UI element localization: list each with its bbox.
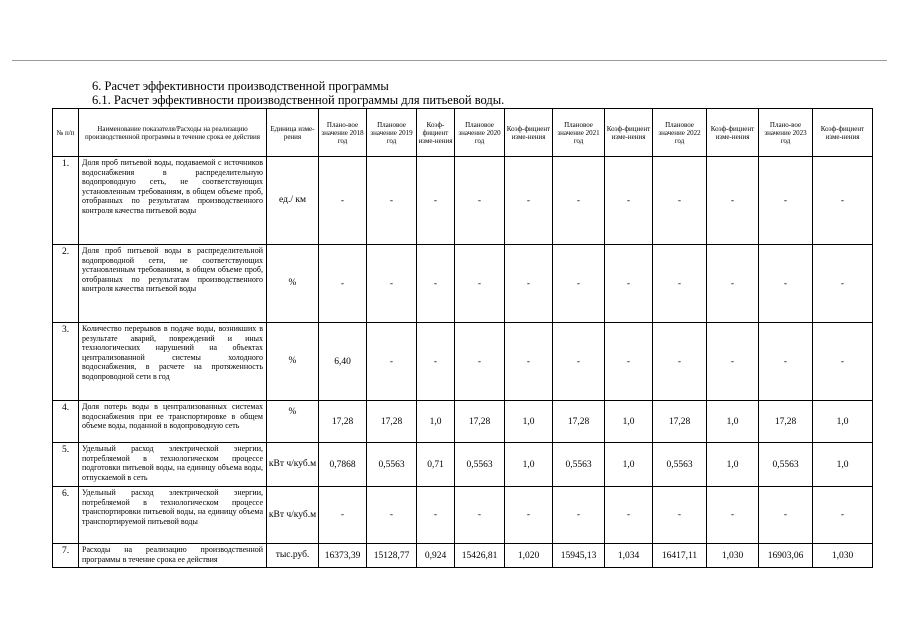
cell-value: 17,28 bbox=[455, 401, 505, 443]
cell-value: 1,030 bbox=[813, 544, 873, 568]
cell-value: - bbox=[653, 487, 707, 544]
cell-value: 17,28 bbox=[759, 401, 813, 443]
cell-value: - bbox=[319, 245, 367, 323]
cell-value: - bbox=[759, 487, 813, 544]
cell-value: - bbox=[505, 245, 553, 323]
col-coef-header: Коэф-фициент изме-нения bbox=[417, 109, 455, 157]
section-heading: 6. Расчет эффективности производственной программы bbox=[92, 79, 389, 93]
cell-value: 15426,81 bbox=[455, 544, 505, 568]
cell-value: 0,5563 bbox=[553, 443, 605, 487]
col-2021-header: Плановое значение 2021 год bbox=[553, 109, 605, 157]
row-name: Доля проб питьевой воды, подаваемой с источников водоснабжения в распределительную водопроводную сеть, не соответствующих установленным требованиям, в общем объеме проб, отобранных по результатам производственного контроля качества питьевой воды bbox=[79, 157, 267, 245]
cell-value: - bbox=[319, 487, 367, 544]
cell-value: - bbox=[367, 157, 417, 245]
cell-value: 6,40 bbox=[319, 323, 367, 401]
cell-value: - bbox=[367, 245, 417, 323]
cell-value: - bbox=[653, 323, 707, 401]
cell-value: 17,28 bbox=[367, 401, 417, 443]
cell-value: 17,28 bbox=[319, 401, 367, 443]
cell-value: - bbox=[505, 487, 553, 544]
table-row bbox=[53, 157, 873, 245]
row-number: 6. bbox=[53, 487, 79, 544]
top-rule bbox=[12, 60, 887, 61]
row-unit: % bbox=[267, 401, 319, 443]
cell-value: 1,0 bbox=[605, 401, 653, 443]
cell-value: 15945,13 bbox=[553, 544, 605, 568]
cell-value: 0,5563 bbox=[455, 443, 505, 487]
cell-value: - bbox=[553, 157, 605, 245]
col-name-header: Наименование показателя/Расходы на реализацию производственной программы в течение срока ее действия bbox=[79, 109, 267, 157]
cell-value: - bbox=[553, 323, 605, 401]
cell-value: - bbox=[605, 157, 653, 245]
col-coef-header: Коэф-фициент изме-нения bbox=[505, 109, 553, 157]
cell-value: - bbox=[417, 323, 455, 401]
cell-value: 1,020 bbox=[505, 544, 553, 568]
cell-value: - bbox=[455, 487, 505, 544]
efficiency-table bbox=[52, 108, 873, 568]
col-num-header: № п/п bbox=[53, 109, 79, 157]
cell-value: 1,030 bbox=[707, 544, 759, 568]
col-coef-header: Коэф-фициент изме-нения bbox=[605, 109, 653, 157]
cell-value: - bbox=[455, 323, 505, 401]
cell-value: 1,0 bbox=[707, 401, 759, 443]
row-number: 4. bbox=[53, 401, 79, 443]
row-unit: кВт ч/куб.м bbox=[267, 443, 319, 487]
cell-value: - bbox=[707, 157, 759, 245]
cell-value: 1,0 bbox=[813, 401, 873, 443]
cell-value: 16373,39 bbox=[319, 544, 367, 568]
header-row bbox=[53, 109, 873, 157]
row-unit: ед./ км bbox=[267, 157, 319, 245]
cell-value: 17,28 bbox=[553, 401, 605, 443]
row-number: 3. bbox=[53, 323, 79, 401]
table-row bbox=[53, 487, 873, 544]
cell-value: - bbox=[813, 323, 873, 401]
row-name: Доля проб питьевой воды в распределительной водопроводной сети, не соответствующих установленным требованиям, в общем объеме проб, отобранных по результатам производственного контроля качества питьевой воды bbox=[79, 245, 267, 323]
cell-value: 16417,11 bbox=[653, 544, 707, 568]
cell-value: - bbox=[417, 245, 455, 323]
cell-value: 17,28 bbox=[653, 401, 707, 443]
cell-value: - bbox=[553, 245, 605, 323]
cell-value: - bbox=[417, 157, 455, 245]
row-name: Удельный расход электрической энергии, потребляемой в технологическом процессе транспортировки питьевой воды, на единицу объема транспортируемой питьевой воды bbox=[79, 487, 267, 544]
cell-value: - bbox=[505, 323, 553, 401]
cell-value: 15128,77 bbox=[367, 544, 417, 568]
row-number: 7. bbox=[53, 544, 79, 568]
col-2023-header: Плано-вое значение 2023 год bbox=[759, 109, 813, 157]
cell-value: 1,0 bbox=[505, 401, 553, 443]
col-coef-header: Коэф-фициент изме-нения bbox=[707, 109, 759, 157]
cell-value: - bbox=[505, 157, 553, 245]
col-coef-header: Коэф-фициент изме-нения bbox=[813, 109, 873, 157]
table-row bbox=[53, 401, 873, 443]
cell-value: 0,924 bbox=[417, 544, 455, 568]
cell-value: 1,034 bbox=[605, 544, 653, 568]
row-unit: тыс.руб. bbox=[267, 544, 319, 568]
row-unit: кВт ч/куб.м bbox=[267, 487, 319, 544]
cell-value: - bbox=[813, 487, 873, 544]
row-number: 5. bbox=[53, 443, 79, 487]
cell-value: 1,0 bbox=[813, 443, 873, 487]
cell-value: 1,0 bbox=[505, 443, 553, 487]
cell-value: - bbox=[759, 157, 813, 245]
cell-value: - bbox=[553, 487, 605, 544]
row-name: Доля потерь воды в централизованных системах водоснабжения при ее транспортировке в общем объеме воды, поданной в водопроводную сеть bbox=[79, 401, 267, 443]
cell-value: - bbox=[653, 245, 707, 323]
cell-value: - bbox=[707, 323, 759, 401]
cell-value: 1,0 bbox=[605, 443, 653, 487]
cell-value: - bbox=[367, 323, 417, 401]
cell-value: 16903,06 bbox=[759, 544, 813, 568]
table-row bbox=[53, 323, 873, 401]
cell-value: - bbox=[367, 487, 417, 544]
cell-value: - bbox=[319, 157, 367, 245]
subsection-heading: 6.1. Расчет эффективности производственной программы для питьевой воды. bbox=[92, 93, 505, 107]
cell-value: - bbox=[605, 487, 653, 544]
cell-value: - bbox=[653, 157, 707, 245]
cell-value: - bbox=[813, 157, 873, 245]
cell-value: - bbox=[707, 487, 759, 544]
cell-value: 0,5563 bbox=[653, 443, 707, 487]
table-row bbox=[53, 544, 873, 568]
col-2019-header: Плановое значение 2019 год bbox=[367, 109, 417, 157]
cell-value: - bbox=[605, 323, 653, 401]
row-name: Количество перерывов в подаче воды, возникших в результате аварий, повреждений и иных технологических нарушений на объектах централизованной системы холодного водоснабжения, в расчете на протяженность водопроводной сети в год bbox=[79, 323, 267, 401]
cell-value: - bbox=[813, 245, 873, 323]
row-number: 1. bbox=[53, 157, 79, 245]
cell-value: 1,0 bbox=[417, 401, 455, 443]
table-row bbox=[53, 245, 873, 323]
table-row bbox=[53, 443, 873, 487]
cell-value: - bbox=[455, 245, 505, 323]
row-name: Удельный расход электрической энергии, потребляемой в технологическом процессе подготовки питьевой воды, на единицу объема воды, отпускаемой в сеть bbox=[79, 443, 267, 487]
cell-value: - bbox=[455, 157, 505, 245]
row-unit: % bbox=[267, 245, 319, 323]
row-unit: % bbox=[267, 323, 319, 401]
cell-value: - bbox=[417, 487, 455, 544]
cell-value: 0,5563 bbox=[367, 443, 417, 487]
cell-value: 0,71 bbox=[417, 443, 455, 487]
cell-value: - bbox=[759, 323, 813, 401]
cell-value: - bbox=[759, 245, 813, 323]
cell-value: 0,5563 bbox=[759, 443, 813, 487]
cell-value: - bbox=[605, 245, 653, 323]
row-number: 2. bbox=[53, 245, 79, 323]
row-name: Расходы на реализацию производственной программы в течение срока ее действия bbox=[79, 544, 267, 568]
cell-value: - bbox=[707, 245, 759, 323]
col-unit-header: Единица изме-рения bbox=[267, 109, 319, 157]
cell-value: 0,7868 bbox=[319, 443, 367, 487]
col-2018-header: Плано-вое значение 2018 год bbox=[319, 109, 367, 157]
col-2022-header: Плановое значение 2022 год bbox=[653, 109, 707, 157]
col-2020-header: Плановое значение 2020 год bbox=[455, 109, 505, 157]
cell-value: 1,0 bbox=[707, 443, 759, 487]
